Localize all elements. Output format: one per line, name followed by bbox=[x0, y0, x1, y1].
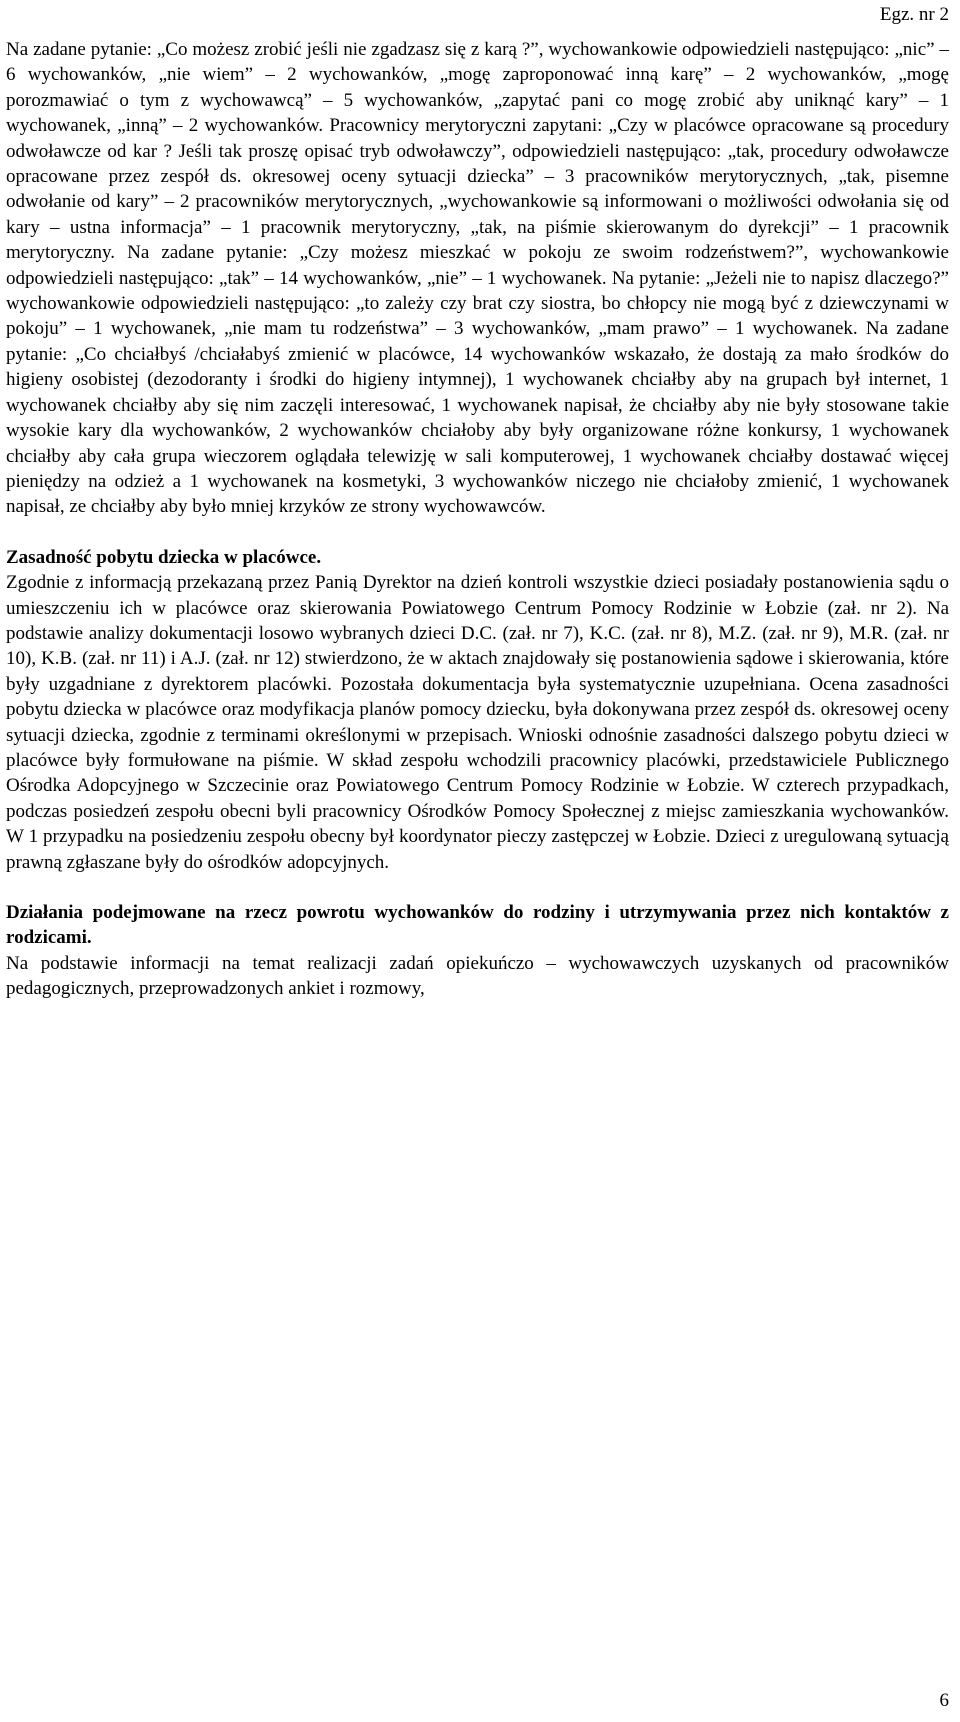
paragraph-responses: Na zadane pytanie: „Co możesz zrobić jeśli nie zgadzasz się z karą ?”, wychowankowie odpowiedzieli następująco: „nic” – 6 wychowanków, „nie wiem” – 2 wychowanków, „mogę zaproponować inną karę” – 2 wychowanków, „mogę porozmawiać o tym z wychowawcą” – 5 wychowanków, „zapytać pani co mogę zrobić aby uniknąć kary” – 1 wychowanek, „inną” – 2 wychowanków. Pracownicy merytoryczni zapytani: „Czy w placówce opracowane są procedury odwoławcze od kar ? Jeśli tak proszę opisać tryb odwoławczy”, odpowiedzieli następująco: „tak, procedury odwoławcze opracowane przez zespół ds. okresowej oceny sytuacji dziecka” – 3 pracowników merytorycznych, „tak, pisemne odwołanie od kary” – 2 pracowników merytorycznych, „wychowankowie są informowani o możliwości odwołania się od kary – ustna informacja” – 1 pracownik merytoryczny, „tak, na piśmie skierowanym do dyrekcji” – 1 pracownik merytoryczny. Na zadane pytanie: „Czy możesz mieszkać w pokoju ze swoim rodzeństwem?”, wychowankowie odpowiedzieli następująco: „tak” – 14 wychowanków, „nie” – 1 wychowanek. Na pytanie: „Jeżeli nie to napisz dlaczego?” wychowankowie odpowiedzieli następująco: „to zależy czy brat czy siostra, bo chłopcy nie mogą być z dziewczynami w pokoju” – 1 wychowanek, „nie mam tu rodzeństwa” – 3 wychowanków, „mam prawo” – 1 wychowanek. Na zadane pytanie: „Co chciałbyś /chciałabyś zmienić w placówce, 14 wychowanków wskazało, że dostają za mało środków do higieny osobistej (dezodoranty i środki do higieny intymnej), 1 wychowanek chciałby aby na grupach był internet, 1 wychowanek chciałby aby się nim zaczęli interesować, 1 wychowanek napisał, że chciałby aby nie były stosowane takie wysokie kary dla wychowanków, 2 wychowanków chciałoby aby były organizowane różne konkursy, 1 wychowanek chciałby aby cała grupa wieczorem oglądała telewizję w sali komputerowej, 1 wychowanek chciałby dostawać więcej pieniędzy na odzież a 1 wychowanek na kosmetyki, 3 wychowanków niczego nie chciałoby zmienić, 1 wychowanek napisał, ze chciałby aby było mniej krzyków ze strony wychowawców. bbox=[6, 39, 949, 518]
section-heading-justification: Zasadność pobytu dziecka w placówce. bbox=[6, 546, 322, 568]
copy-number-label: Egz. nr 2 bbox=[879, 4, 949, 25]
section-heading-family-contact: Działania podejmowane na rzecz powrotu wychowanków do rodziny i utrzymywania przez nich kontaktów z rodzicami. bbox=[6, 902, 949, 949]
paragraph-justification: Zgodnie z informacją przekazaną przez Panią Dyrektor na dzień kontroli wszystkie dzieci posiadały postanowienia sądu o umieszczeniu ich w placówce oraz skierowania Powiatowego Centrum Pomocy Rodzinie w Łobzie (zał. nr 2). Na podstawie analizy dokumentacji losowo wybranych dzieci D.C. (zał. nr 7), K.C. (zał. nr 8), M.Z. (zał. nr 9), M.R. (zał. nr 10), K.B. (zał. nr 11) i A.J. (zał. nr 12) stwierdzono, że w aktach znajdowały się postanowienia sądowe i skierowania, które były uzgadniane z dyrektorem placówki. Pozostała dokumentacja była systematycznie uzupełniana. Ocena zasadności pobytu dziecka w placówce oraz modyfikacja planów pomocy dziecku, była dokonywana przez zespół ds. okresowej oceny sytuacji dziecka, zgodnie z terminami określonymi w przepisach. Wnioski odnośnie zasadności dalszego pobytu dzieci w placówce były formułowane na piśmie. W skład zespołu wchodzili pracownicy placówki, przedstawiciele Publicznego Ośrodka Adopcyjnego w Szczecinie oraz Powiatowego Centrum Pomocy Rodzinie w Łobzie. W czterech przypadkach, podczas posiedzeń zespołu obecni byli pracownicy Ośrodków Pomocy Społecznej z miejsc zamieszkania wychowanków. W 1 przypadku na posiedzeniu zespołu obecny był koordynator pieczy zastępczej w Łobzie. Dzieci z uregulowaną sytuacją prawną zgłaszane były do ośrodków adopcyjnych. bbox=[6, 572, 949, 873]
document-body bbox=[6, 37, 949, 1002]
page-number: 6 bbox=[939, 1690, 949, 1711]
paragraph-family-contact: Na podstawie informacji na temat realizacji zadań opiekuńczo – wychowawczych uzyskanych od pracowników pedagogicznych, przeprowadzonych ankiet i rozmowy, bbox=[6, 952, 949, 1000]
document-page bbox=[6, 0, 949, 1722]
